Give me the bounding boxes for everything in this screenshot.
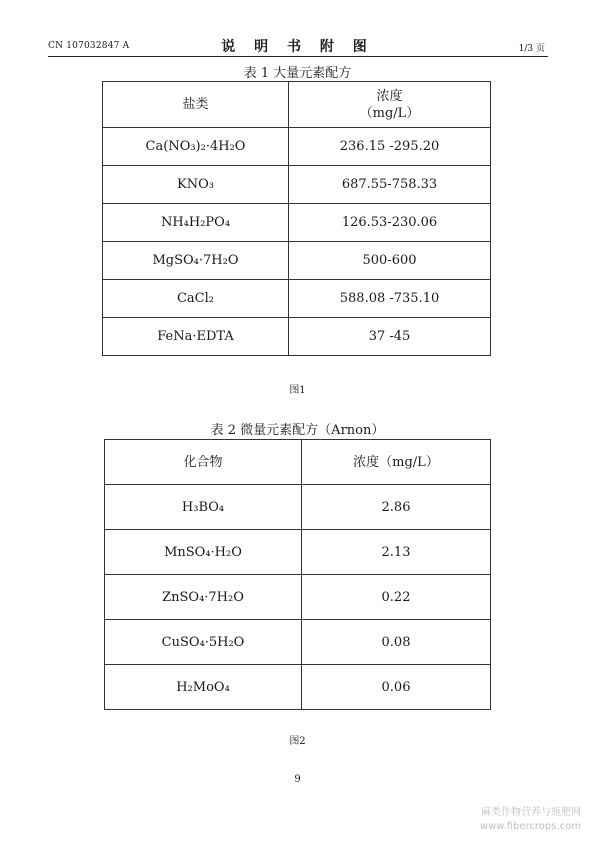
concentration-cell: 236.15 -295.20 — [289, 128, 491, 166]
table-row — [103, 318, 491, 356]
header-rule — [48, 56, 548, 57]
table1-header-row — [103, 82, 491, 128]
figure2-label: 图2 — [289, 736, 306, 747]
concentration-cell: 500-600 — [289, 242, 491, 280]
table-row — [105, 485, 491, 530]
compound-cell: CaCl₂ — [103, 280, 289, 318]
patent-number: CN 107032847 A — [48, 41, 130, 51]
table2-col1-header: 化合物 — [105, 440, 302, 485]
table1-caption: 表 1 大量元素配方 — [243, 66, 352, 81]
table2-col2-header: 浓度（mg/L） — [302, 440, 491, 485]
watermark-url: www.fibercrops.com — [479, 821, 581, 832]
page-title: 说 明 书 附 图 — [221, 39, 374, 55]
concentration-cell: 0.22 — [302, 575, 491, 620]
concentration-cell: 37 -45 — [289, 318, 491, 356]
compound-cell: H₃BO₄ — [105, 485, 302, 530]
compound-cell: H₂MoO₄ — [105, 665, 302, 710]
macro-element-table — [102, 81, 491, 356]
compound-cell: MnSO₄·H₂O — [105, 530, 302, 575]
table-row — [103, 280, 491, 318]
concentration-cell: 2.13 — [302, 530, 491, 575]
watermark — [480, 806, 581, 834]
table2-caption: 表 2 微量元素配方（Arnon） — [210, 423, 385, 438]
table-row — [103, 242, 491, 280]
figure1-label: 图1 — [289, 385, 306, 396]
compound-cell: CuSO₄·5H₂O — [105, 620, 302, 665]
table1-col1-header: 盐类 — [103, 82, 289, 128]
compound-cell: NH₄H₂PO₄ — [103, 204, 289, 242]
concentration-cell: 126.53-230.06 — [289, 204, 491, 242]
page-indicator: 1/3 页 — [518, 44, 545, 54]
table1-col2-header-line1: 浓度 — [376, 88, 403, 104]
table-row — [105, 665, 491, 710]
table2-header-row — [105, 440, 491, 485]
watermark-title: 麻类作物营养与施肥网 — [481, 807, 581, 818]
compound-cell: KNO₃ — [103, 166, 289, 204]
concentration-cell: 2.86 — [302, 485, 491, 530]
table-row — [103, 166, 491, 204]
concentration-cell: 0.08 — [302, 620, 491, 665]
table1-col2-header — [289, 82, 491, 128]
concentration-cell: 687.55-758.33 — [289, 166, 491, 204]
table-row — [103, 128, 491, 166]
table-row — [105, 620, 491, 665]
compound-cell: MgSO₄·7H₂O — [103, 242, 289, 280]
concentration-cell: 588.08 -735.10 — [289, 280, 491, 318]
trace-element-table — [104, 439, 491, 710]
page-number: 9 — [294, 774, 301, 785]
table-row — [105, 530, 491, 575]
compound-cell: Ca(NO₃)₂·4H₂O — [103, 128, 289, 166]
table-row — [105, 575, 491, 620]
table1-col2-header-line2: （mg/L） — [359, 105, 420, 121]
compound-cell: FeNa·EDTA — [103, 318, 289, 356]
concentration-cell: 0.06 — [302, 665, 491, 710]
compound-cell: ZnSO₄·7H₂O — [105, 575, 302, 620]
table-row — [103, 204, 491, 242]
